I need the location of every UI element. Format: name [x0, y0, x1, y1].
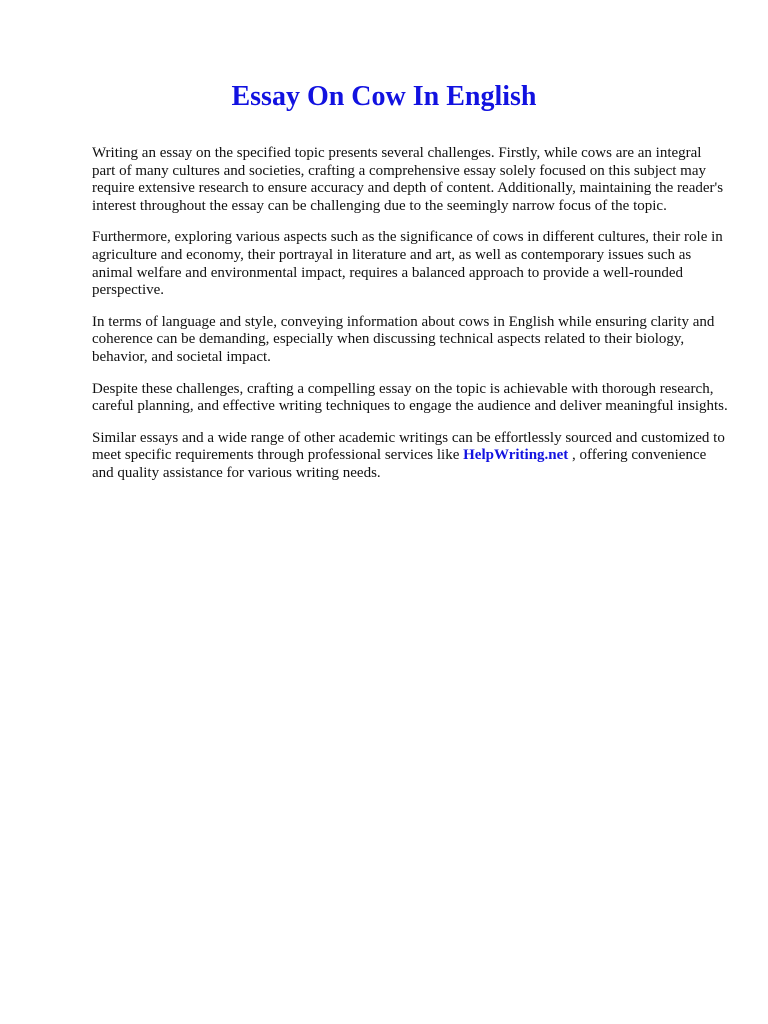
- paragraph-5-text-before-link: Similar essays and a wide range of other academic writings can be effortlessly sourced and customized to meet specific requirements through professional services like: [92, 429, 725, 464]
- paragraph-4: Despite these challenges, crafting a compelling essay on the topic is achievable with thorough research, careful planning, and effective writing techniques to engage the audience and deliver meaningful insights.: [92, 380, 728, 415]
- paragraph-2: Furthermore, exploring various aspects such as the significance of cows in different cultures, their role in agriculture and economy, their portrayal in literature and art, as well as contemporary issues such as animal welfare and environmental impact, requires a balanced approach to provide a well-rounded perspective.: [92, 229, 723, 299]
- essay-body: [92, 145, 728, 497]
- paragraph-5: [92, 430, 728, 483]
- paragraph-5-text-after-link: , offering convenience and quality assistance for various writing needs.: [92, 447, 707, 481]
- paragraph-3: In terms of language and style, conveying information about cows in English while ensuring clarity and coherence can be demanding, especially when discussing technical aspects related to their biology, behavior, and societal impact.: [92, 313, 715, 365]
- paragraph-1: Writing an essay on the specified topic presents several challenges. Firstly, while cows are an integral part of many cultures and societies, crafting a comprehensive essay solely focused on this subject may require extensive research to ensure accuracy and depth of content. Additionally, maintaining the reader's interest throughout the essay can be challenging due to the seemingly narrow focus of the topic.: [92, 145, 724, 214]
- page-title: Essay On Cow In English: [231, 81, 537, 112]
- helpwriting-link[interactable]: HelpWriting.net: [463, 447, 569, 464]
